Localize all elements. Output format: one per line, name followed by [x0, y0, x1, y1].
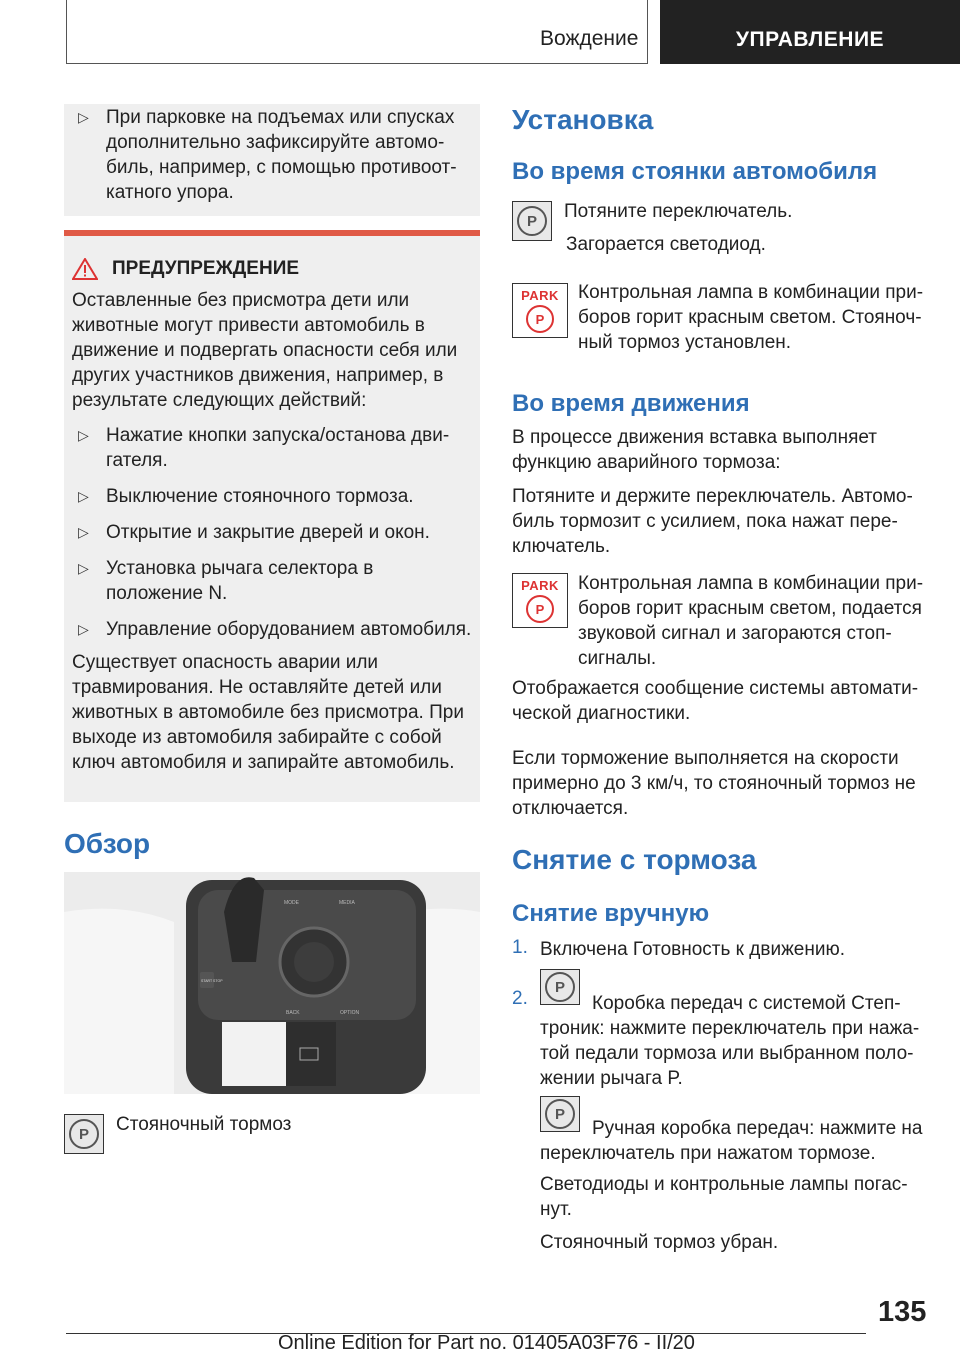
header-chapter: УПРАВЛЕНИЕ	[660, 0, 960, 64]
manual-heading: Снятие вручную	[512, 900, 710, 927]
step-2-manual: Ручная коробка передач: нажмите на переключатель при нажатом тормозе.	[540, 1118, 923, 1164]
page-number: 135	[878, 1296, 927, 1328]
step-1: 1. Включена Готовность к движению.	[512, 937, 845, 960]
moving-para-5: Если торможение выполняется на скорости примерно до 3 км/ч, то стояночный тормоз не отключается.	[512, 748, 916, 819]
triangle-bullet-icon: ▷	[78, 560, 89, 576]
photo-label-back: BACK	[286, 1010, 300, 1016]
park-warning-icon: PARK P	[512, 573, 568, 628]
moving-heading: Во время движения	[512, 390, 750, 417]
list-item: ▷ Установка рычага селектора в положение N.	[78, 558, 374, 604]
warning-triangle-icon	[72, 258, 98, 280]
triangle-bullet-icon: ▷	[78, 621, 89, 637]
photo-label-option: OPTION	[340, 1010, 360, 1016]
moving-para-3: Контрольная лампа в комбинации приборов горит красным светом, подается звуковой сигнал и загораются стопсигналы.	[578, 573, 924, 669]
tip-box	[64, 104, 480, 216]
step-2-text: Коробка передач с системой Стептроник: нажмите переключатель при нажатой педали тормоза или выбранном положении рычага P.	[540, 993, 920, 1089]
step-2-leds: Светодиоды и контрольные лампы погаснут.	[540, 1174, 908, 1220]
photo-label-start-stop: START STOP	[201, 979, 223, 983]
footer-edition: Online Edition for Part no. 01405A03F76 - II/20	[278, 1332, 695, 1354]
parking-brake-icon: P	[540, 1096, 580, 1132]
parking-brake-icon: P	[512, 201, 552, 241]
photo-caption: Стояночный тормоз	[116, 1114, 292, 1135]
parked-step-2: Загорается светодиод.	[566, 234, 766, 255]
triangle-bullet-icon: ▷	[78, 427, 89, 443]
parking-brake-icon: P	[64, 1114, 104, 1154]
step-2-released: Стояночный тормоз убран.	[540, 1232, 779, 1253]
install-heading: Установка	[512, 104, 654, 135]
list-item: ▷ Выключение стояночного тормоза.	[78, 486, 414, 507]
header-section: Вождение	[540, 27, 639, 50]
photo-label-media: MEDIA	[339, 900, 355, 906]
list-item: ▷ При парковке на подъемах или спусках дополнительно зафиксируйте автомобиль, например, с помощью противооткатного упора.	[78, 107, 457, 203]
moving-para-4: Отображается сообщение системы автоматической диагностики.	[512, 678, 919, 724]
triangle-bullet-icon: ▷	[78, 524, 89, 540]
park-warning-icon: PARK P	[512, 283, 568, 338]
parked-step-1: Потяните переключатель.	[564, 201, 793, 222]
list-item: ▷ Нажатие кнопки запуска/останова двигателя.	[78, 425, 450, 471]
photo-label-mode: MODE	[284, 900, 299, 906]
warning-intro: Оставленные без присмотра дети или животные могут привести автомобиль в движение и подвергать опасности себя или других участников движения, например, в результате следующих действий:	[72, 290, 458, 411]
parked-step-3: Контрольная лампа в комбинации приборов горит красным светом. Стояночный тормоз установлен.	[578, 282, 924, 353]
overview-heading: Обзор	[64, 828, 151, 859]
triangle-bullet-icon: ▷	[78, 488, 89, 504]
list-item: ▷ Открытие и закрытие дверей и окон.	[78, 522, 430, 543]
parked-heading: Во время стоянки автомобиля	[512, 158, 878, 185]
console-photo	[64, 872, 480, 1094]
moving-para-1: В процессе движения вставка выполняет функцию аварийного тормоза:	[512, 427, 877, 473]
warning-title: ПРЕДУПРЕЖДЕНИЕ	[72, 258, 472, 280]
parking-brake-icon: P	[540, 969, 580, 1005]
warning-outro: Существует опасность аварии или травмирования. Не оставляйте детей или животных в автомобиле без присмотра. При выходе из автомобиля забирайте с собой ключ автомобиля и запирайте автомобиль.	[72, 652, 464, 773]
triangle-bullet-icon: ▷	[78, 109, 89, 125]
moving-para-2: Потяните и держите переключатель. Автомобиль тормозит с усилием, пока нажат переключатель.	[512, 486, 913, 557]
warning-box	[64, 230, 480, 802]
release-heading: Снятие с тормоза	[512, 844, 757, 875]
list-item: ▷ Управление оборудованием автомобиля.	[78, 619, 472, 640]
